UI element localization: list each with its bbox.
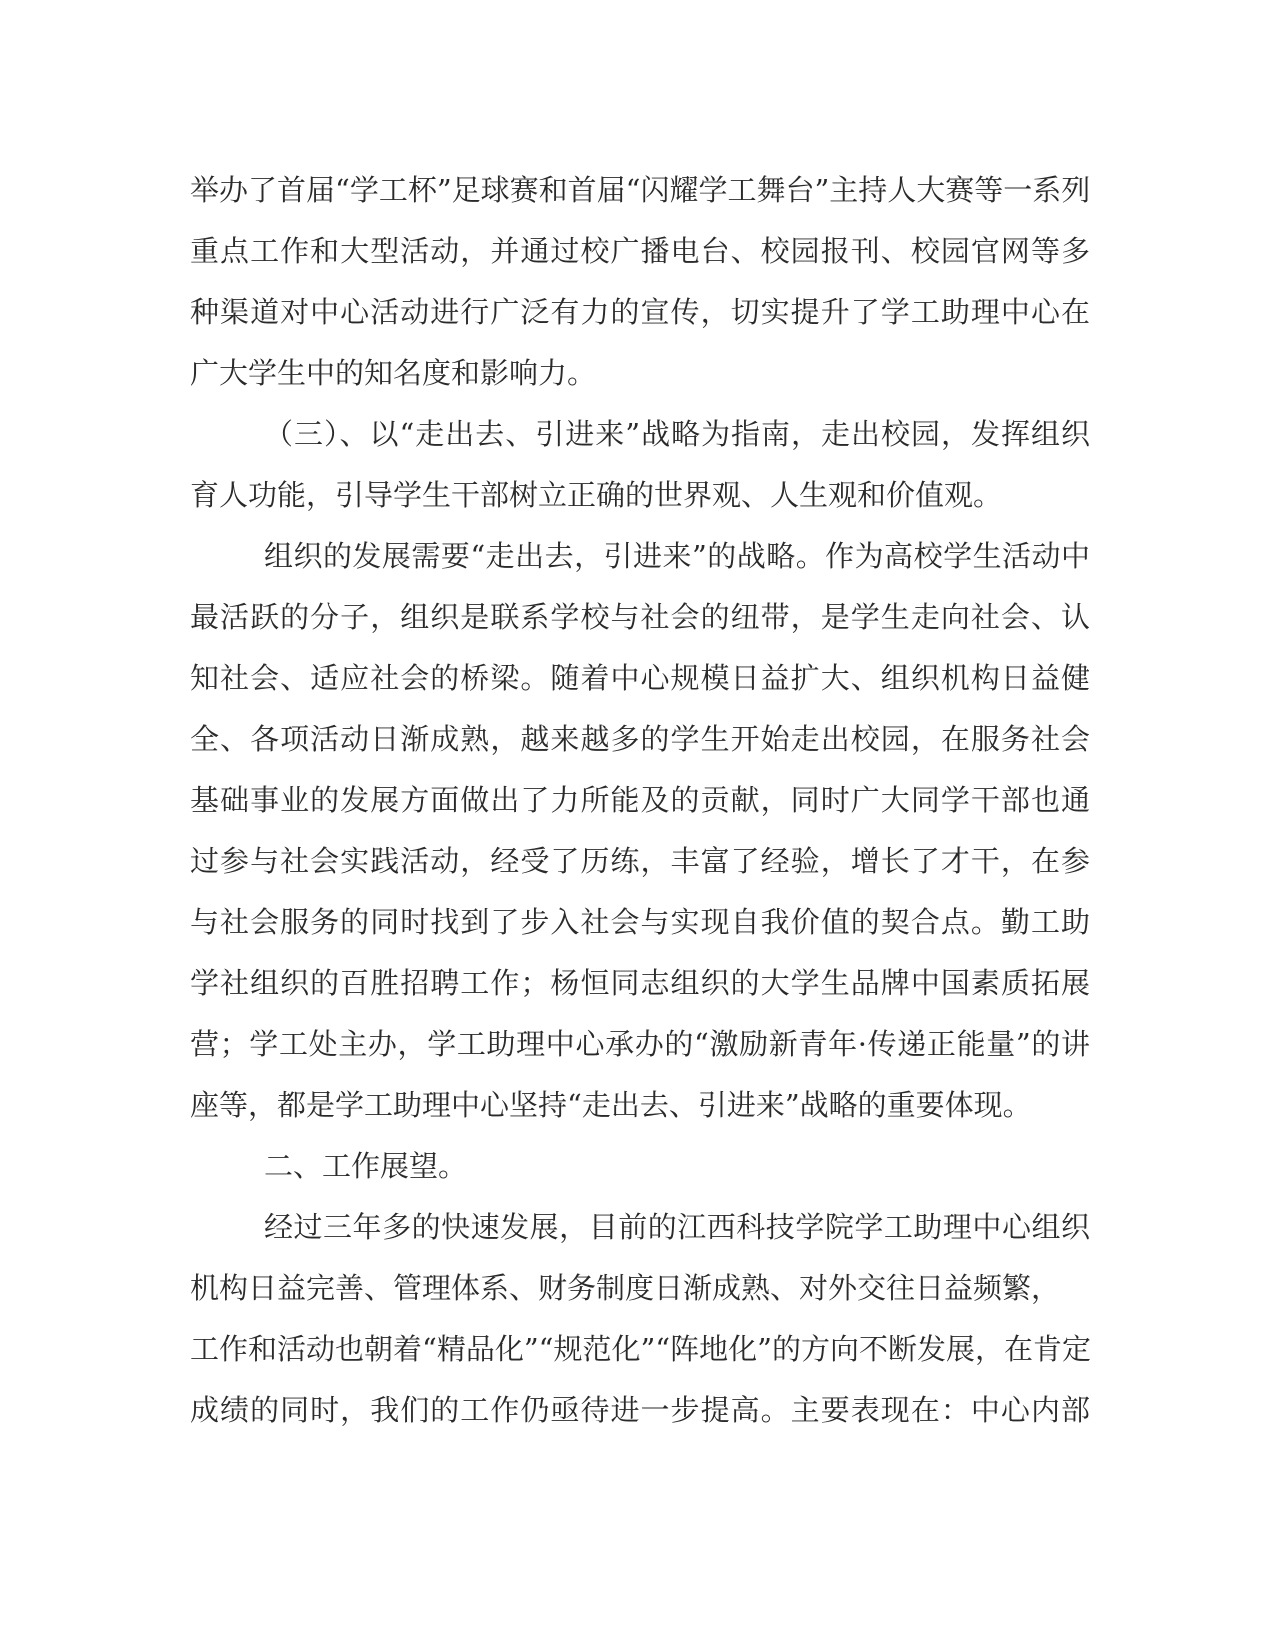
text-line: 知社会、适应社会的桥梁。随着中心规模日益扩大、组织机构日益健	[190, 661, 1090, 695]
text-line: 全、各项活动日渐成熟，越来越多的学生开始走出校园，在服务社会	[190, 722, 1090, 756]
text-line: 与社会服务的同时找到了步入社会与实现自我价值的契合点。勤工助	[190, 905, 1090, 939]
section-heading-line: 育人功能，引导学生干部树立正确的世界观、人生观和价值观。	[190, 478, 1003, 512]
text-line: 工作和活动也朝着“精品化”“规范化”“阵地化”的方向不断发展，在肯定	[190, 1332, 1091, 1366]
text-line: 组织的发展需要“走出去，引进来”的战略。作为高校学生活动中	[264, 539, 1090, 573]
text-line: 基础事业的发展方面做出了力所能及的贡献，同时广大同学干部也通	[190, 783, 1090, 817]
section-heading-line: 二、工作展望。	[264, 1149, 468, 1183]
text-line: 经过三年多的快速发展，目前的江西科技学院学工助理中心组织	[264, 1210, 1090, 1244]
text-line: 学社组织的百胜招聘工作；杨恒同志组织的大学生品牌中国素质拓展	[190, 966, 1090, 1000]
text-line: 营；学工处主办，学工助理中心承办的“激励新青年·传递正能量”的讲	[190, 1027, 1090, 1061]
text-line: 举办了首届“学工杯”足球赛和首届“闪耀学工舞台”主持人大赛等一系列	[190, 173, 1091, 207]
text-line: 广大学生中的知名度和影响力。	[190, 356, 597, 390]
text-line: 过参与社会实践活动，经受了历练，丰富了经验，增长了才干，在参	[190, 844, 1090, 878]
text-line: 机构日益完善、管理体系、财务制度日渐成熟、对外交往日益频繁，	[190, 1271, 1061, 1305]
document-body	[190, 160, 1090, 1441]
text-line: 座等，都是学工助理中心坚持“走出去、引进来”战略的重要体现。	[190, 1088, 1032, 1122]
text-line: 种渠道对中心活动进行广泛有力的宣传，切实提升了学工助理中心在	[190, 295, 1090, 329]
text-line: 重点工作和大型活动，并通过校广播电台、校园报刊、校园官网等多	[190, 234, 1090, 268]
section-heading-line: （三）、以“走出去、引进来”战略为指南，走出校园，发挥组织	[264, 417, 1090, 451]
text-line: 最活跃的分子，组织是联系学校与社会的纽带，是学生走向社会、认	[190, 600, 1090, 634]
text-line: 成绩的同时，我们的工作仍亟待进一步提高。主要表现在：中心内部	[190, 1393, 1090, 1427]
